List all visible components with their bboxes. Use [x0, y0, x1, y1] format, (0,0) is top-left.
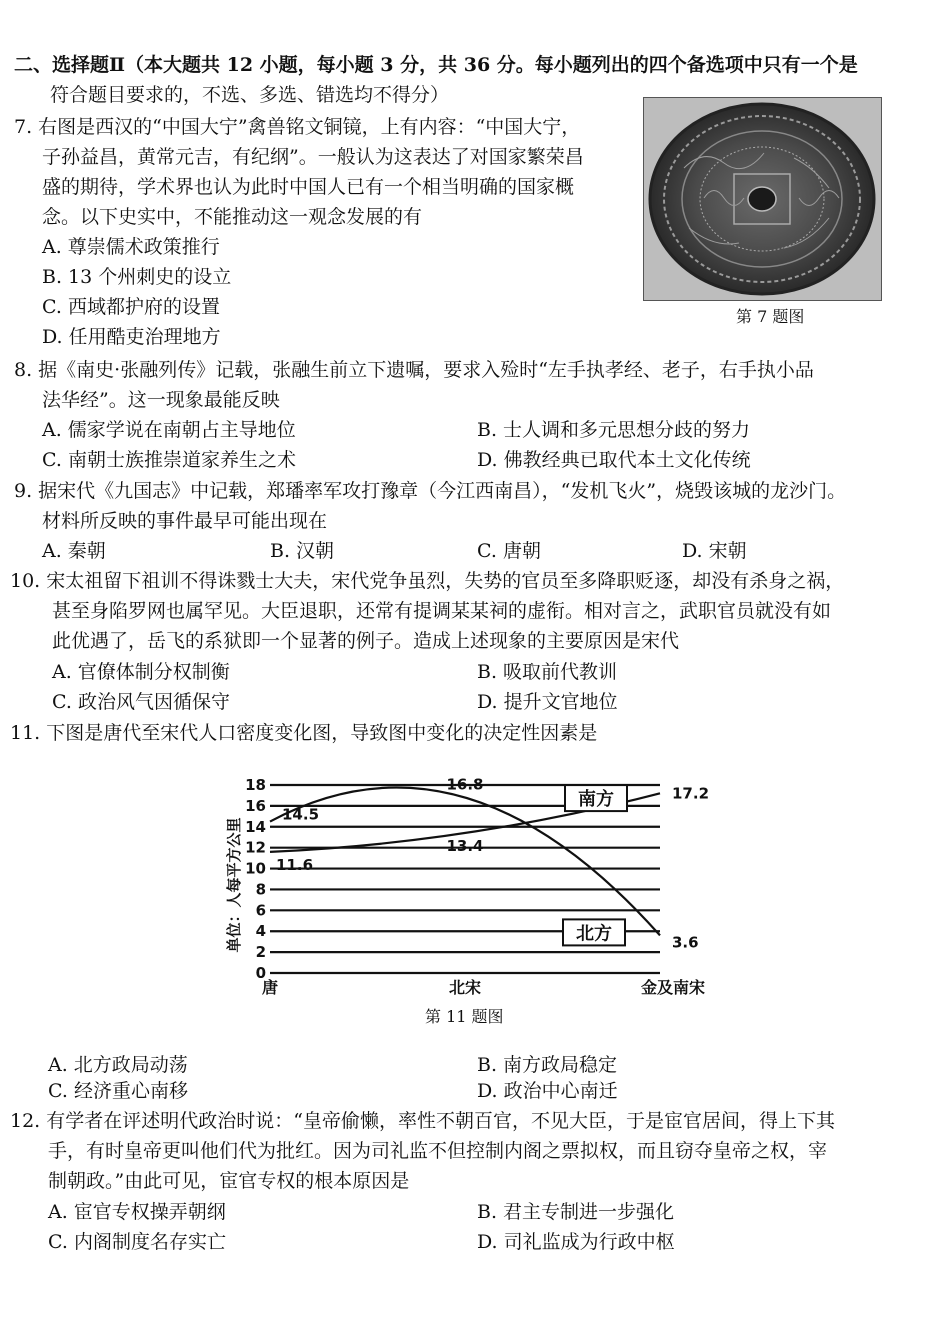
- q9-line-2: 材料所反映的事件最早可能出现在: [42, 510, 328, 532]
- section-title: 二、选择题Ⅱ（本大题共 12 小题，每小题 3 分，共 36 分。每小题列出的四个备选项中只有一个是: [14, 54, 858, 76]
- q12-line-3: 制朝政。”由此可见，宦官专权的根本原因是: [48, 1170, 410, 1192]
- chart-svg: [215, 765, 725, 1000]
- q9-option-c[interactable]: C. 唐朝: [477, 540, 541, 562]
- q12-line-1: 12. 有学者在评述明代政治时说：“皇帝偷懒，率性不朝百官，不见大臣，于是宦官居间，得上下其: [10, 1110, 835, 1132]
- x-tick-0: 唐: [262, 978, 279, 997]
- q9-option-a[interactable]: A. 秦朝: [42, 540, 106, 562]
- x-tick-1: 北宋: [448, 978, 482, 997]
- x-tick-labels: [262, 978, 705, 997]
- q11-option-c[interactable]: C. 经济重心南移: [48, 1080, 188, 1102]
- q7-option-b[interactable]: B. 13 个州刺史的设立: [42, 266, 232, 288]
- q11-option-b[interactable]: B. 南方政局稳定: [477, 1054, 618, 1076]
- q8-option-a[interactable]: A. 儒家学说在南朝占主导地位: [42, 419, 296, 441]
- bronze-mirror-image: [643, 97, 882, 301]
- q7-option-c[interactable]: C. 西域都护府的设置: [42, 296, 220, 318]
- series-name-1: 北方: [576, 923, 612, 945]
- y-tick-10: 10: [245, 859, 266, 878]
- q10-line-1: 10. 宋太祖留下祖训不得诛戮士大夫，宋代党争虽烈，失势的官员至多降职贬逐，却没有杀身之祸，: [10, 570, 845, 592]
- q11-figure-caption: 第 11 题图: [425, 1007, 504, 1026]
- q7-line-1: 7. 右图是西汉的“中国大宁”禽兽铭文铜镜，上有内容：“中国大宁，: [14, 116, 581, 138]
- q9-option-b[interactable]: B. 汉朝: [270, 540, 335, 562]
- q11-line: 11. 下图是唐代至宋代人口密度变化图，导致图中变化的决定性因素是: [10, 722, 598, 744]
- q9-line-1: 9. 据宋代《九国志》中记载，郑璠率军攻打豫章（今江西南昌），“发机飞火”，烧毁该城的龙沙门。: [14, 480, 847, 502]
- q7-line-2: 子孙益昌，黄常元吉，有纪纲”。一般认为这表达了对国家繁荣昌: [42, 146, 584, 168]
- y-tick-2: 2: [255, 943, 266, 962]
- data-label-1-0: 14.5: [282, 805, 320, 824]
- section-note: 符合题目要求的，不选、多选、错选均不得分）: [50, 84, 450, 106]
- data-label-1-1: 16.8: [446, 775, 484, 794]
- x-tick-2: 金及南宋: [640, 978, 705, 997]
- data-label-0-2: 17.2: [672, 784, 710, 803]
- q8-line-2: 法华经”。这一现象最能反映: [42, 389, 280, 411]
- q9-option-d[interactable]: D. 宋朝: [682, 540, 747, 562]
- q11-option-d[interactable]: D. 政治中心南迁: [477, 1080, 618, 1102]
- y-tick-6: 6: [255, 901, 266, 920]
- q7-line-4: 念。以下史实中，不能推动这一观念发展的有: [42, 206, 423, 228]
- data-label-0-1: 13.4: [446, 837, 484, 856]
- y-tick-labels: [245, 776, 266, 982]
- q8-option-b[interactable]: B. 士人调和多元思想分歧的努力: [477, 419, 751, 441]
- q7-line-3: 盛的期待，学术界也认为此时中国人已有一个相当明确的国家概: [42, 176, 575, 198]
- data-label-1-2: 3.6: [672, 933, 699, 952]
- y-tick-16: 16: [245, 796, 266, 815]
- q12-option-d[interactable]: D. 司礼监成为行政中枢: [477, 1231, 675, 1253]
- q11-option-a[interactable]: A. 北方政局动荡: [48, 1054, 188, 1076]
- population-density-chart: [215, 765, 725, 1000]
- q10-option-d[interactable]: D. 提升文官地位: [477, 691, 618, 713]
- q12-option-c[interactable]: C. 内阁制度名存实亡: [48, 1231, 226, 1253]
- q12-option-b[interactable]: B. 君主专制进一步强化: [477, 1201, 675, 1223]
- q8-line-1: 8. 据《南史·张融列传》记载，张融生前立下遗嘱，要求入殓时“左手执孝经、老子，右手执小品: [14, 359, 814, 381]
- y-axis-label: 单位：人每平方公里: [225, 817, 243, 953]
- bronze-mirror-icon: [644, 98, 881, 300]
- q8-option-d[interactable]: D. 佛教经典已取代本土文化传统: [477, 449, 751, 471]
- data-labels: [276, 776, 709, 952]
- q10-option-c[interactable]: C. 政治风气因循保守: [52, 691, 230, 713]
- y-tick-8: 8: [255, 880, 266, 899]
- q7-option-a[interactable]: A. 尊崇儒术政策推行: [42, 236, 220, 258]
- y-tick-0: 0: [255, 964, 266, 982]
- series-name-0: 南方: [578, 789, 614, 811]
- y-tick-14: 14: [245, 817, 266, 836]
- y-tick-12: 12: [245, 838, 266, 857]
- y-tick-4: 4: [255, 922, 266, 941]
- series-name-boxes: [563, 785, 627, 945]
- q12-line-2: 手，有时皇帝更叫他们代为批红。因为司礼监不但控制内阁之票拟权，而且窃夺皇帝之权，宰: [48, 1140, 828, 1162]
- q10-option-a[interactable]: A. 官僚体制分权制衡: [52, 661, 230, 683]
- q7-option-d[interactable]: D. 任用酷吏治理地方: [42, 326, 221, 348]
- q12-option-a[interactable]: A. 宦官专权操弄朝纲: [48, 1201, 226, 1223]
- q10-option-b[interactable]: B. 吸取前代教训: [477, 661, 618, 683]
- q7-figure-caption: 第 7 题图: [736, 307, 805, 326]
- q10-line-2: 甚至身陷罗网也属罕见。大臣退职，还常有提调某某祠的虚衔。相对言之，武职官员就没有如: [52, 600, 832, 622]
- q10-line-3: 此优遇了，岳飞的系狱即一个显著的例子。造成上述现象的主要原因是宋代: [52, 630, 680, 652]
- q8-option-c[interactable]: C. 南朝士族推崇道家养生之术: [42, 449, 296, 471]
- y-tick-18: 18: [245, 776, 266, 794]
- data-label-0-0: 11.6: [276, 855, 314, 874]
